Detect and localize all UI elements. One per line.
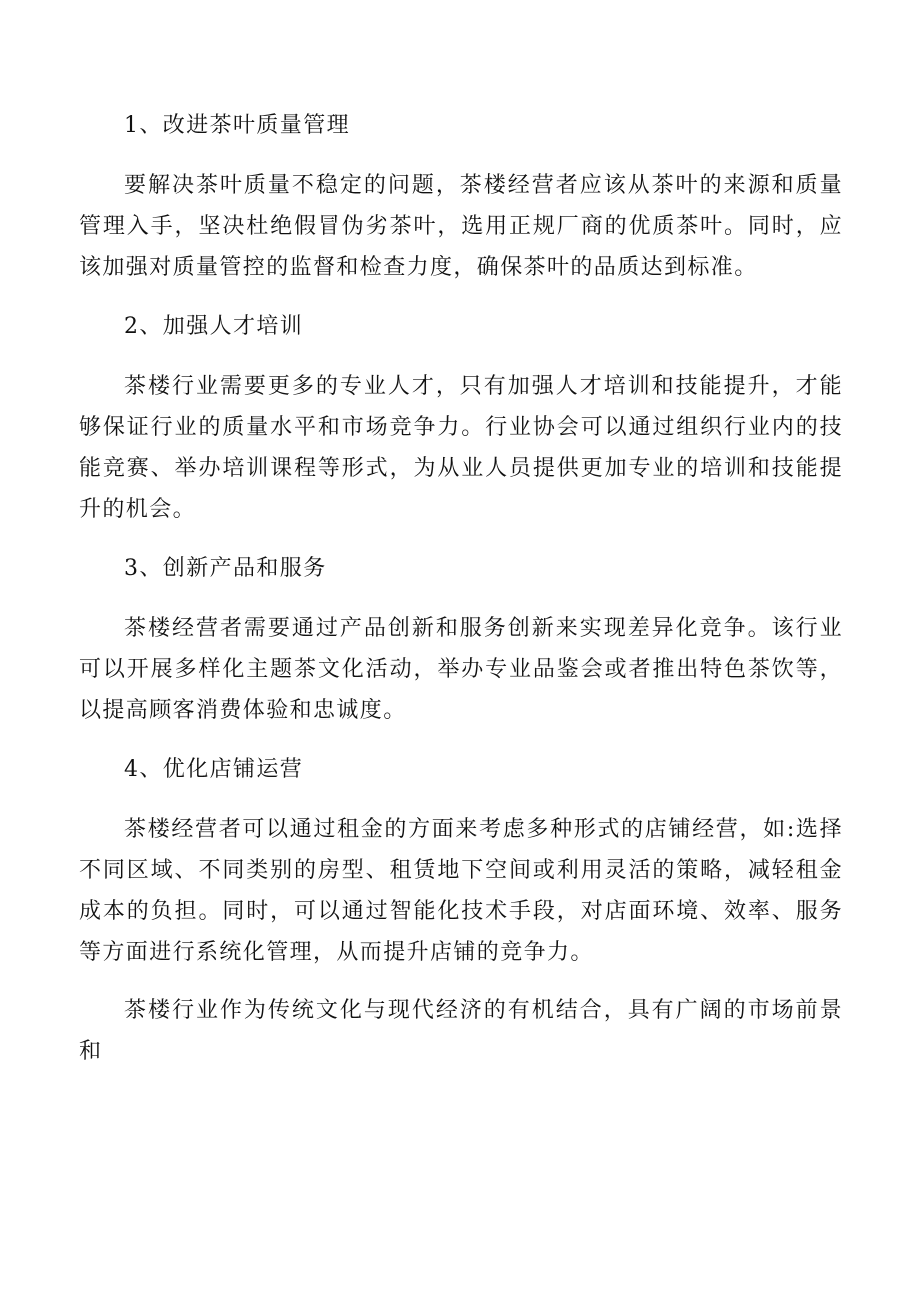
section-heading-3: 3、创新产品和服务 (124, 556, 327, 581)
section-paragraph-3: 茶楼经营者需要通过产品创新和服务创新来实现差异化竞争。该行业可以开展多样化主题茶文化活动，举办专业品鉴会或者推出特色茶饮等，以提高顾客消费体验和忠诚度。 (79, 616, 843, 723)
section-heading-4: 4、优化店铺运营 (124, 757, 304, 782)
document-body (79, 104, 843, 1072)
section-heading-1: 1、改进茶叶质量管理 (124, 113, 350, 138)
closing-paragraph: 茶楼行业作为传统文化与现代经济的有机结合，具有广阔的市场前景和 (79, 998, 843, 1064)
section-paragraph-2: 茶楼行业需要更多的专业人才，只有加强人才培训和技能提升，才能够保证行业的质量水平和市场竞争力。行业协会可以通过组织行业内的技能竞赛、举办培训课程等形式，为从业人员提供更加专业的培训和技能提升的机会。 (79, 374, 843, 522)
section-paragraph-1: 要解决茶叶质量不稳定的问题，茶楼经营者应该从茶叶的来源和质量管理入手，坚决杜绝假冒伪劣茶叶，选用正规厂商的优质茶叶。同时，应该加强对质量管控的监督和检查力度，确保茶叶的品质达到标准。 (79, 173, 843, 280)
section-heading-2: 2、加强人才培训 (124, 314, 304, 339)
section-paragraph-4: 茶楼经营者可以通过租金的方面来考虑多种形式的店铺经营，如:选择不同区域、不同类别的房型、租赁地下空间或利用灵活的策略，减轻租金成本的负担。同时，可以通过智能化技术手段，对店面环境、效率、服务等方面进行系统化管理，从而提升店铺的竞争力。 (79, 817, 843, 965)
